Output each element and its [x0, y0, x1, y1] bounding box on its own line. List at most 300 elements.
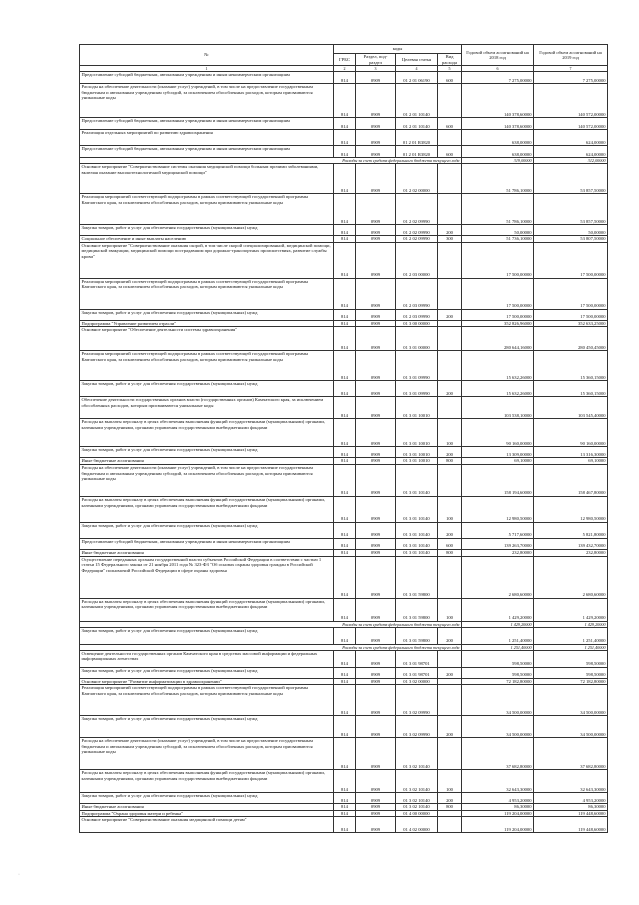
- expense-type-code: 100: [438, 496, 462, 522]
- amount-2019: 53 857,50000: [534, 194, 608, 225]
- grbs-code: 814: [334, 538, 356, 549]
- section-code: 0909: [356, 327, 396, 351]
- row-name: Основное мероприятие "Развитие информатизации в здравоохранении": [80, 678, 334, 685]
- expense-type-code: [438, 327, 462, 351]
- table-row: [80, 538, 608, 549]
- target-article-code: 01 3 01 59800: [396, 627, 438, 644]
- amount-2018: 72 182,80000: [462, 678, 534, 685]
- grbs-code: 814: [334, 738, 356, 770]
- section-code: 0909: [356, 522, 396, 538]
- row-name: Реализация отдельных мероприятий по развитию здравоохранения: [80, 130, 334, 146]
- row-note-text: Расходы за счет средств федерального бюджета текущего года: [80, 158, 462, 164]
- table-row: [80, 650, 608, 667]
- amount-2018: 12 980,50000: [462, 496, 534, 522]
- table-row: [80, 685, 608, 716]
- header-grbs: ГРБС: [334, 54, 356, 66]
- section-code: 0909: [356, 84, 396, 118]
- section-code: 0909: [356, 685, 396, 716]
- amount-2019: 13 316,30000: [534, 447, 608, 458]
- grbs-code: 814: [334, 447, 356, 458]
- expense-type-code: 800: [438, 804, 462, 811]
- amount-2018: 69,10000: [462, 458, 534, 465]
- grbs-code: 814: [334, 130, 356, 146]
- expense-type-code: 200: [438, 522, 462, 538]
- expense-type-code: 200: [438, 667, 462, 678]
- row-name: Закупка товаров, работ и услуг для обеспечения государственных (муниципальных) нужд: [80, 793, 334, 804]
- table-row: [80, 770, 608, 793]
- amount-2018: 5 717,60000: [462, 522, 534, 538]
- grbs-code: 814: [334, 685, 356, 716]
- target-article-code: 01 3 01 10010: [396, 397, 438, 419]
- amount-2019: 139 432,70000: [534, 538, 608, 549]
- section-code: 0909: [356, 146, 396, 158]
- amount-2019: 86,30000: [534, 804, 608, 811]
- amount-2018: 34 500,00000: [462, 685, 534, 716]
- table-row: [80, 84, 608, 118]
- table-body: [80, 72, 608, 833]
- section-code: 0909: [356, 72, 396, 84]
- target-article-code: 01 3 01 59800: [396, 556, 438, 598]
- expense-type-code: 200: [438, 447, 462, 458]
- section-code: 0909: [356, 716, 396, 738]
- target-article-code: 01 3 01 98701: [396, 650, 438, 667]
- row-name: Закупка товаров, работ и услуг для обеспечения государственных (муниципальных) нужд: [80, 447, 334, 458]
- amount-2019: 624,00000: [534, 130, 608, 146]
- amount-2018: 86,30000: [462, 804, 534, 811]
- expense-type-code: [438, 351, 462, 381]
- grbs-code: 814: [334, 522, 356, 538]
- amount-2018: 1 251,40000: [462, 627, 534, 644]
- section-code: 0909: [356, 118, 396, 130]
- grbs-code: 814: [334, 598, 356, 621]
- amount-2018: 7 275,00000: [462, 72, 534, 84]
- amount-2019: 12 980,50000: [534, 496, 608, 522]
- section-code: 0909: [356, 556, 396, 598]
- table-row: [80, 817, 608, 833]
- expense-type-code: [438, 650, 462, 667]
- amount-2018: 51 786,10000: [462, 194, 534, 225]
- amount-2018: 15 632,26000: [462, 381, 534, 397]
- amount-2018: 51 736,10000: [462, 236, 534, 243]
- row-name: Расходы на обеспечение деятельности (оказание услуг) учреждений, в том числе на предоставление государственным бюджетным и автономным учреждениям субсидий, за исключением обособленных расходов, которым присваиваются уникальные коды: [80, 84, 334, 118]
- amount-2019: 53 857,50000: [534, 164, 608, 194]
- table-row: [80, 458, 608, 465]
- amount-2018: 119 204,00000: [462, 810, 534, 817]
- grbs-code: 814: [334, 146, 356, 158]
- amount-2019: 15 360,15000: [534, 351, 608, 381]
- grbs-code: 814: [334, 236, 356, 243]
- grbs-code: 814: [334, 84, 356, 118]
- grbs-code: 814: [334, 464, 356, 496]
- amount-2019: 5 821,80000: [534, 522, 608, 538]
- grbs-code: 814: [334, 320, 356, 327]
- amount-2019: 158 467,80000: [534, 464, 608, 496]
- column-number-cell: 7: [534, 66, 608, 72]
- target-article-code: 01 3 00 00000: [396, 320, 438, 327]
- row-name: Основное мероприятие "Совершенствование оказания медицинской помощи детям": [80, 817, 334, 833]
- amount-2019: 7 275,00000: [534, 72, 608, 84]
- grbs-code: 814: [334, 381, 356, 397]
- table-row: [80, 242, 608, 278]
- target-article-code: 01 3 02 10140: [396, 738, 438, 770]
- target-article-code: 01 3 01 10010: [396, 419, 438, 447]
- header-target-article: Целевая статья: [396, 54, 438, 66]
- amount-2019: 312,00000: [534, 158, 608, 164]
- amount-2019: 1 251,40000: [534, 627, 608, 644]
- expense-type-code: 800: [438, 549, 462, 556]
- row-name: Предоставление субсидий бюджетным, автономным учреждениям и иным некоммерческим организациям: [80, 146, 334, 158]
- target-article-code: 01 3 01 00000: [396, 327, 438, 351]
- grbs-code: 814: [334, 351, 356, 381]
- amount-2019: 598,50000: [534, 667, 608, 678]
- target-article-code: 01 2 03 09990: [396, 278, 438, 309]
- table-row: [80, 236, 608, 243]
- section-code: 0909: [356, 164, 396, 194]
- table-row: [80, 678, 608, 685]
- grbs-code: 814: [334, 242, 356, 278]
- amount-2018: 32 643,30000: [462, 770, 534, 793]
- target-article-code: 01 3 01 09990: [396, 351, 438, 381]
- grbs-code: 814: [334, 397, 356, 419]
- target-article-code: 01 2 01 10140: [396, 84, 438, 118]
- grbs-code: 814: [334, 194, 356, 225]
- target-article-code: 01 3 02 09990: [396, 716, 438, 738]
- section-code: 0909: [356, 627, 396, 644]
- grbs-code: 814: [334, 309, 356, 320]
- amount-2018: 352 826,96000: [462, 320, 534, 327]
- target-article-code: 01 3 01 10140: [396, 549, 438, 556]
- table-row: [80, 738, 608, 770]
- table-row: [80, 419, 608, 447]
- row-name: Предоставление субсидий бюджетным, автономным учреждениям и иным некоммерческим организациям: [80, 538, 334, 549]
- amount-2018: 17 500,00000: [462, 309, 534, 320]
- amount-2018: 4 953,20000: [462, 793, 534, 804]
- table-row: [80, 793, 608, 804]
- table-row: [80, 464, 608, 496]
- expense-type-code: [438, 397, 462, 419]
- grbs-code: 814: [334, 810, 356, 817]
- row-name: Иные бюджетные ассигнования: [80, 458, 334, 465]
- row-name: Иные бюджетные ассигнования: [80, 804, 334, 811]
- expense-type-code: 200: [438, 716, 462, 738]
- row-name: Реализация мероприятий соответствующей подпрограммы в рамках соответствующей государственной программы Камчатского края, за исключением обособленных расходов, которым присваиваются уникальные коды: [80, 685, 334, 716]
- grbs-code: 814: [334, 716, 356, 738]
- header-year-2019: Годовой объем ассигнований на 2019 год: [534, 45, 608, 66]
- row-name: Освещение деятельности государственных органов Камчатского края в средствах массовой информации и федеральных информационных агентствах: [80, 650, 334, 667]
- row-name: Реализация мероприятий соответствующей подпрограммы в рамках соответствующей государственной программы Камчатского края, за исключением обособленных расходов, которым присваиваются уникальные коды: [80, 194, 334, 225]
- target-article-code: 01 2 01 R3820: [396, 146, 438, 158]
- column-number-cell: 6: [462, 66, 534, 72]
- amount-2018: 140 378,60000: [462, 84, 534, 118]
- amount-2018: 90 160,00000: [462, 419, 534, 447]
- grbs-code: 814: [334, 278, 356, 309]
- grbs-code: 814: [334, 458, 356, 465]
- expense-type-code: [438, 320, 462, 327]
- table-row: [80, 447, 608, 458]
- table-row: [80, 397, 608, 419]
- target-article-code: 01 2 02 09990: [396, 225, 438, 236]
- section-code: 0909: [356, 538, 396, 549]
- row-name: Подпрограмма "Управление развитием отрасли": [80, 320, 334, 327]
- column-number-cell: 1: [80, 66, 334, 72]
- row-name: Закупка товаров, работ и услуг для обеспечения государственных (муниципальных) нужд: [80, 381, 334, 397]
- section-code: 0909: [356, 397, 396, 419]
- amount-2019: 352 633,25000: [534, 320, 608, 327]
- grbs-code: 814: [334, 650, 356, 667]
- expense-type-code: 100: [438, 419, 462, 447]
- row-name: Реализация мероприятий соответствующей подпрограммы в рамках соответствующей государственной программы Камчатского края, за исключением обособленных расходов, которым присваиваются уникальные коды: [80, 351, 334, 381]
- grbs-code: 814: [334, 627, 356, 644]
- amount-2019: 119 448,60000: [534, 817, 608, 833]
- section-code: 0909: [356, 351, 396, 381]
- target-article-code: 01 3 01 10140: [396, 538, 438, 549]
- table-row: [80, 327, 608, 351]
- row-name: Основное мероприятие "Совершенствование системы оказания медицинской помощи больным прочими заболеваниями, включая оказание высокотехнологичной медицинской помощи": [80, 164, 334, 194]
- column-number-cell: 2: [334, 66, 356, 72]
- grbs-code: 814: [334, 225, 356, 236]
- expense-type-code: [438, 556, 462, 598]
- table-row: [80, 804, 608, 811]
- target-article-code: 01 2 01 06190: [396, 72, 438, 84]
- row-name: Подпрограмма "Охрана здоровья матери и ребенка": [80, 810, 334, 817]
- section-code: 0909: [356, 810, 396, 817]
- section-code: 0909: [356, 464, 396, 496]
- row-name: Расходы на обеспечение деятельности (оказание услуг) учреждений, в том числе на предоставление государственным бюджетным и автономным учреждениям субсидий, за исключением обособленных расходов, которым присваиваются уникальные коды: [80, 738, 334, 770]
- target-article-code: 01 4 02 00000: [396, 817, 438, 833]
- target-article-code: 01 3 01 59800: [396, 598, 438, 621]
- row-name: Основное мероприятие "Обеспечение деятельности системы здравоохранения": [80, 327, 334, 351]
- row-name: Закупка товаров, работ и услуг для обеспечения государственных (муниципальных) нужд: [80, 627, 334, 644]
- row-name: Предоставление субсидий бюджетным, автономным учреждениям и иным некоммерческим организациям: [80, 72, 334, 84]
- amount-2019: 34 500,00000: [534, 716, 608, 738]
- amount-2018: 2 680,60000: [462, 556, 534, 598]
- row-name: Расходы на выплаты персоналу в целях обеспечения выполнения функций государственными (муниципальными) органами, казенными учреждениями, органами управления государственными внебюджетными фондами: [80, 496, 334, 522]
- target-article-code: 01 3 02 09990: [396, 685, 438, 716]
- row-name: Расходы на выплаты персоналу в целях обеспечения выполнения функций государственными (муниципальными) органами, казенными учреждениями, органами управления государственными внебюджетными фондами: [80, 419, 334, 447]
- row-name: Реализация мероприятий соответствующей подпрограммы в рамках соответствующей государственной программы Камчатского края, за исключением обособленных расходов, которым присваиваются уникальные коды: [80, 278, 334, 309]
- target-article-code: 01 2 02 00000: [396, 164, 438, 194]
- table-row: [80, 556, 608, 598]
- amount-2018: 1 251,40000: [462, 644, 534, 650]
- expense-type-code: [438, 678, 462, 685]
- amount-2018: 280 644,16000: [462, 327, 534, 351]
- amount-2018: 17 500,00000: [462, 278, 534, 309]
- expense-type-code: [438, 464, 462, 496]
- table-row: [80, 667, 608, 678]
- target-article-code: 01 2 01 R3820: [396, 130, 438, 146]
- grbs-code: 814: [334, 164, 356, 194]
- row-name: Обеспечение деятельности государственных органов власти (государственных органов) Камчатского края, за исключением обособленных расходов, которым присваиваются уникальные коды: [80, 397, 334, 419]
- table-row: [80, 320, 608, 327]
- table-row: [80, 351, 608, 381]
- row-name: Закупка товаров, работ и услуг для обеспечения государственных (муниципальных) нужд: [80, 716, 334, 738]
- target-article-code: 01 4 00 00000: [396, 810, 438, 817]
- target-article-code: 01 2 03 09990: [396, 309, 438, 320]
- section-code: 0909: [356, 236, 396, 243]
- grbs-code: 814: [334, 770, 356, 793]
- budget-table-sheet: [79, 44, 607, 833]
- column-number-cell: 4: [396, 66, 438, 72]
- section-code: 0909: [356, 549, 396, 556]
- target-article-code: 01 3 01 10140: [396, 464, 438, 496]
- row-name: Иные бюджетные ассигнования: [80, 549, 334, 556]
- amount-2019: 17 500,00000: [534, 242, 608, 278]
- section-code: 0909: [356, 496, 396, 522]
- target-article-code: 01 2 02 09990: [396, 194, 438, 225]
- amount-2018: 51 786,10000: [462, 164, 534, 194]
- table-row: [80, 164, 608, 194]
- expense-type-code: [438, 130, 462, 146]
- expense-type-code: 200: [438, 381, 462, 397]
- amount-2018: 139 263,70000: [462, 538, 534, 549]
- table-row: [80, 194, 608, 225]
- grbs-code: 814: [334, 667, 356, 678]
- table-row: [80, 627, 608, 644]
- amount-2018: 103 538,10000: [462, 397, 534, 419]
- amount-2019: 17 500,00000: [534, 278, 608, 309]
- amount-2018: 319,00000: [462, 158, 534, 164]
- section-code: 0909: [356, 309, 396, 320]
- table-row: [80, 496, 608, 522]
- section-code: 0909: [356, 130, 396, 146]
- amount-2019: 32 643,30000: [534, 770, 608, 793]
- expense-type-code: 300: [438, 236, 462, 243]
- grbs-code: 814: [334, 817, 356, 833]
- amount-2019: 90 160,00000: [534, 419, 608, 447]
- table-row: [80, 130, 608, 146]
- expense-type-code: 200: [438, 225, 462, 236]
- header-number: №: [80, 45, 334, 66]
- target-article-code: 01 2 01 10140: [396, 118, 438, 130]
- row-note-text: Расходы за счет средств федерального бюджета текущего года: [80, 621, 462, 627]
- row-name: Закупка товаров, работ и услуг для обеспечения государственных (муниципальных) нужд: [80, 225, 334, 236]
- amount-2018: 140 378,60000: [462, 118, 534, 130]
- grbs-code: 814: [334, 804, 356, 811]
- budget-allocation-table: [79, 44, 608, 833]
- table-row: [80, 118, 608, 130]
- expense-type-code: [438, 685, 462, 716]
- expense-type-code: 100: [438, 770, 462, 793]
- row-name: Социальное обеспечение и иные выплаты населению: [80, 236, 334, 243]
- section-code: 0909: [356, 320, 396, 327]
- page-edge-mark: ·: [18, 872, 20, 878]
- amount-2018: 15 632,26000: [462, 351, 534, 381]
- amount-2019: 17 500,00000: [534, 309, 608, 320]
- table-row: [80, 381, 608, 397]
- section-code: 0909: [356, 738, 396, 770]
- section-code: 0909: [356, 598, 396, 621]
- amount-2018: 598,50000: [462, 667, 534, 678]
- row-name: Расходы на выплаты персоналу в целях обеспечения выполнения функций государственными (муниципальными) органами, казенными учреждениями, органами управления государственными внебюджетными фондами: [80, 598, 334, 621]
- row-name: Закупка товаров, работ и услуг для обеспечения государственных (муниципальных) нужд: [80, 522, 334, 538]
- expense-type-code: [438, 817, 462, 833]
- table-row: [80, 549, 608, 556]
- amount-2019: 69,10000: [534, 458, 608, 465]
- expense-type-code: 100: [438, 598, 462, 621]
- expense-type-code: 600: [438, 72, 462, 84]
- amount-2018: 158 194,60000: [462, 464, 534, 496]
- amount-2018: 13 309,00000: [462, 447, 534, 458]
- amount-2018: 638,00000: [462, 130, 534, 146]
- header-section: Раздел, под-раздел: [356, 54, 396, 66]
- amount-2019: 103 545,40000: [534, 397, 608, 419]
- expense-type-code: 200: [438, 793, 462, 804]
- section-code: 0909: [356, 447, 396, 458]
- amount-2018: 37 682,80000: [462, 738, 534, 770]
- grbs-code: 814: [334, 496, 356, 522]
- amount-2018: 50,00000: [462, 225, 534, 236]
- grbs-code: 814: [334, 118, 356, 130]
- section-code: 0909: [356, 458, 396, 465]
- expense-type-code: 600: [438, 538, 462, 549]
- grbs-code: 814: [334, 72, 356, 84]
- section-code: 0909: [356, 194, 396, 225]
- grbs-code: 814: [334, 793, 356, 804]
- amount-2018: 119 204,00000: [462, 817, 534, 833]
- amount-2019: 624,00000: [534, 146, 608, 158]
- grbs-code: 814: [334, 678, 356, 685]
- expense-type-code: 600: [438, 118, 462, 130]
- section-code: 0909: [356, 650, 396, 667]
- amount-2018: 598,50000: [462, 650, 534, 667]
- amount-2019: 72 182,80000: [534, 678, 608, 685]
- section-code: 0909: [356, 381, 396, 397]
- amount-2019: 140 572,00000: [534, 118, 608, 130]
- table-row: [80, 72, 608, 84]
- section-code: 0909: [356, 770, 396, 793]
- section-code: 0909: [356, 804, 396, 811]
- row-name: Расходы на обеспечение деятельности (оказание услуг) учреждений, в том числе на предоставление государственным бюджетным и автономным учреждениям субсидий, за исключением обособленных расходов, которым присваиваются уникальные коды: [80, 464, 334, 496]
- expense-type-code: [438, 278, 462, 309]
- table-row: [80, 309, 608, 320]
- expense-type-code: [438, 164, 462, 194]
- amount-2019: 37 682,80000: [534, 738, 608, 770]
- row-name: Расходы на выплаты персоналу в целях обеспечения выполнения функций государственными (муниципальными) органами, казенными учреждениями, органами управления государственными внебюджетными фондами: [80, 770, 334, 793]
- row-name: Осуществление переданных органам государственной власти субъектов Российской Федерации в соответствии с частью 1 статьи 15 Федерального закона от 21 ноября 2011 года № 323-ФЗ "Об основах охраны здоровья граждан в Российской Федерации" полномочий Российской Федерации в сфере охраны здоровья: [80, 556, 334, 598]
- header-expense-type: Вид расхода: [438, 54, 462, 66]
- amount-2018: 1 429,20000: [462, 598, 534, 621]
- table-row: [80, 598, 608, 621]
- section-code: 0909: [356, 278, 396, 309]
- row-name: Закупка товаров, работ и услуг для обеспечения государственных (муниципальных) нужд: [80, 667, 334, 678]
- amount-2019: 232,80000: [534, 549, 608, 556]
- target-article-code: 01 3 02 10140: [396, 770, 438, 793]
- table-row: [80, 146, 608, 158]
- target-article-code: 01 3 01 09990: [396, 381, 438, 397]
- section-code: 0909: [356, 678, 396, 685]
- amount-2019: 140 572,00000: [534, 84, 608, 118]
- table-row: [80, 716, 608, 738]
- target-article-code: 01 3 02 00000: [396, 678, 438, 685]
- section-code: 0909: [356, 793, 396, 804]
- target-article-code: 01 3 01 10140: [396, 522, 438, 538]
- amount-2019: 119 448,60000: [534, 810, 608, 817]
- expense-type-code: [438, 738, 462, 770]
- target-article-code: 01 2 03 00000: [396, 242, 438, 278]
- grbs-code: 814: [334, 327, 356, 351]
- expense-type-code: [438, 84, 462, 118]
- target-article-code: 01 3 01 98701: [396, 667, 438, 678]
- expense-type-code: [438, 242, 462, 278]
- target-article-code: 01 3 01 10140: [396, 496, 438, 522]
- row-note-text: Расходы за счет средств федерального бюджета текущего года: [80, 644, 462, 650]
- amount-2019: 1 429,20000: [534, 598, 608, 621]
- target-article-code: 01 3 01 10010: [396, 447, 438, 458]
- column-number-cell: 5: [438, 66, 462, 72]
- header-codes: коды: [334, 45, 462, 54]
- section-code: 0909: [356, 419, 396, 447]
- table-row: [80, 522, 608, 538]
